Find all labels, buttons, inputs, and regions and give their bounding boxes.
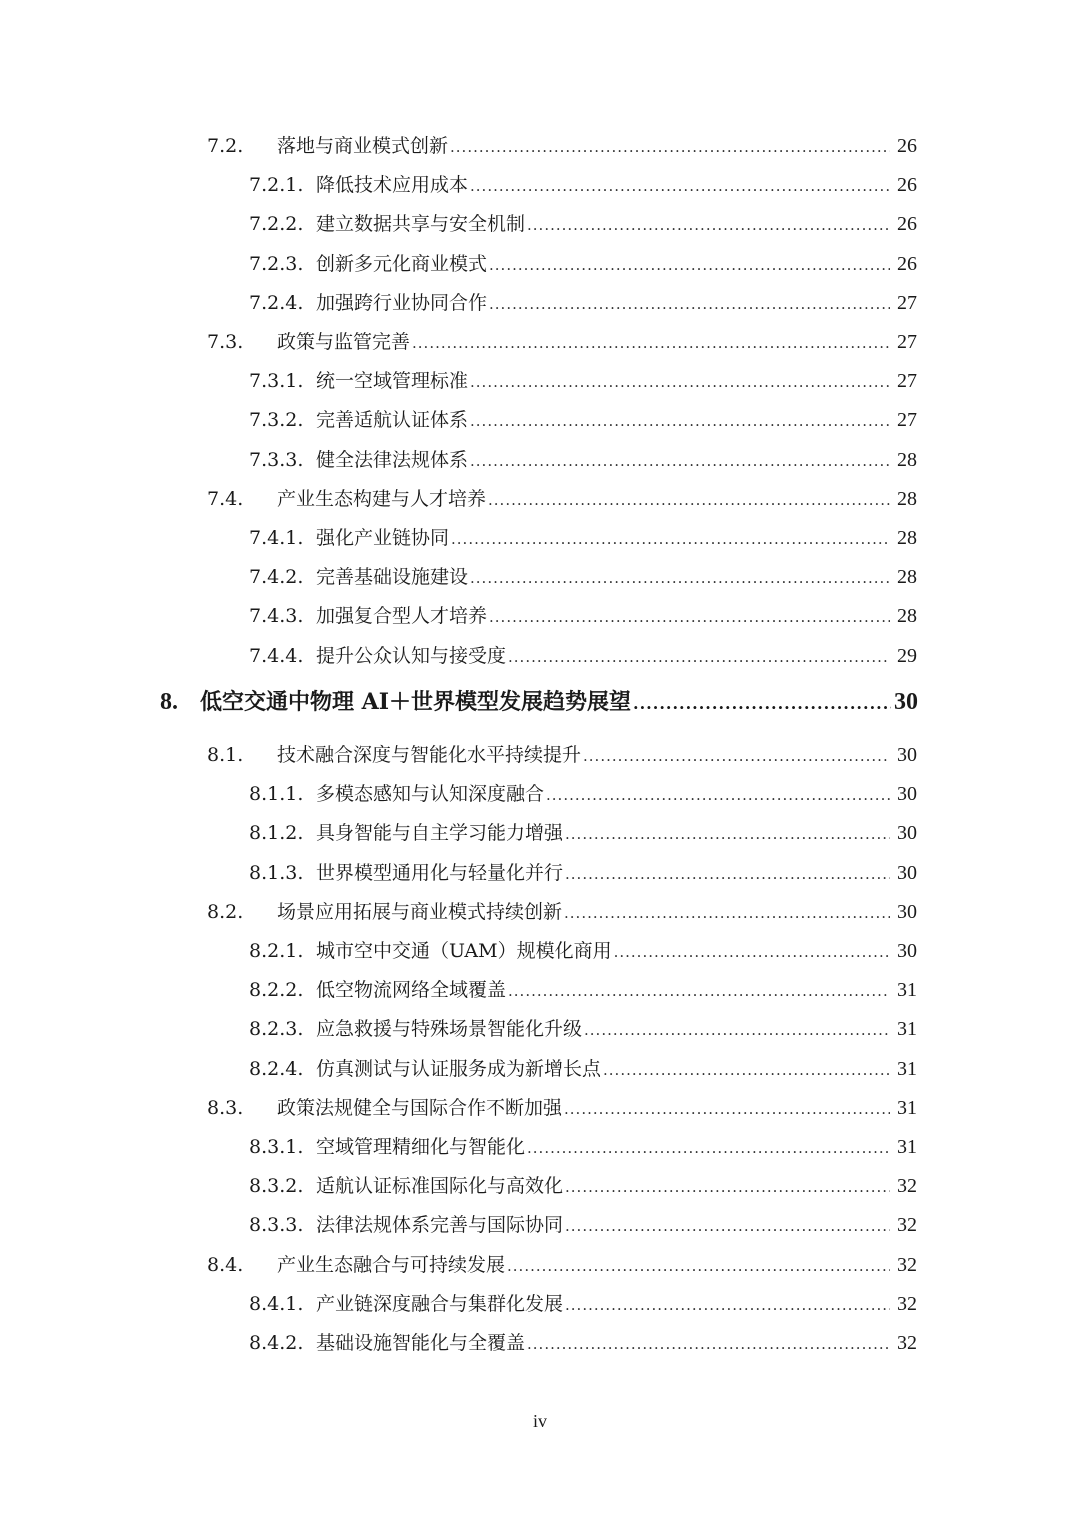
toc-entry[interactable] <box>0 975 1080 1005</box>
toc-entry-number: 8.4. <box>207 1253 244 1276</box>
toc-entry-title: 完善适航认证体系 <box>316 409 469 432</box>
toc-entry-title: 健全法律法规体系 <box>316 448 469 471</box>
toc-entry-title: 技术融合深度与智能化水平持续提升 <box>277 744 582 766</box>
toc-dot-leader <box>546 780 890 810</box>
toc-entry-body <box>316 288 917 318</box>
toc-dot-leader <box>633 689 891 719</box>
toc-entry-number: 8.1.2. <box>249 822 304 845</box>
toc-entry-page: 32 <box>897 1214 917 1237</box>
toc-entry-title: 建立数据共享与安全机制 <box>316 213 526 236</box>
toc-entry[interactable] <box>0 936 1080 966</box>
toc-entry-title: 低空交通中物理 AI＋世界模型发展趋势展望 <box>200 688 632 715</box>
toc-entry-number: 7.2. <box>207 135 244 157</box>
toc-entry-title: 城市空中交通（UAM）规模化商用 <box>316 940 612 962</box>
toc-entry-title: 适航认证标准国际化与高效化 <box>316 1175 564 1198</box>
toc-dot-leader <box>565 1172 890 1202</box>
toc-dot-leader <box>527 210 890 240</box>
toc-entry-body <box>316 562 917 592</box>
toc-entry[interactable] <box>0 170 1080 200</box>
toc-entry-number: 7.3.1. <box>249 370 304 393</box>
toc-entry-page: 27 <box>897 331 917 353</box>
toc-dot-leader <box>603 1055 890 1085</box>
toc-dot-leader <box>508 642 890 672</box>
toc-entry[interactable] <box>0 327 1080 357</box>
toc-entry-number: 8.2. <box>207 900 244 923</box>
toc-entry-number: 7.2.4. <box>249 291 304 314</box>
toc-dot-leader <box>470 446 890 476</box>
toc-entry[interactable] <box>0 1328 1080 1358</box>
toc-dot-leader <box>565 859 890 889</box>
toc-entry-number: 8.4.1. <box>249 1292 304 1315</box>
toc-entry-number: 8.2.2. <box>249 979 304 1002</box>
toc-entry[interactable] <box>0 858 1080 888</box>
toc-entry[interactable] <box>0 1171 1080 1201</box>
toc-dot-leader <box>412 328 890 358</box>
toc-entry-body <box>316 523 917 553</box>
toc-entry[interactable] <box>0 1250 1080 1280</box>
toc-dot-leader <box>488 485 890 515</box>
toc-entry[interactable] <box>0 366 1080 396</box>
toc-entry-body <box>316 1328 917 1358</box>
toc-entry-title: 场景应用拓展与商业模式持续创新 <box>277 900 563 923</box>
toc-entry-title: 基础设施智能化与全覆盖 <box>316 1332 526 1354</box>
toc-entry[interactable] <box>0 405 1080 435</box>
toc-entry-number: 8.3.2. <box>249 1175 304 1198</box>
toc-entry-title: 应急救援与特殊场景智能化升级 <box>316 1018 583 1041</box>
toc-entry-page: 26 <box>897 174 917 197</box>
toc-entry-page: 31 <box>897 1136 917 1158</box>
toc-entry-body <box>316 366 917 396</box>
toc-entry-title: 提升公众认知与接受度 <box>316 644 507 667</box>
toc-entry-number: 7.2.1. <box>249 174 304 197</box>
toc-entry-page: 26 <box>897 135 917 157</box>
toc-entry-page: 28 <box>897 448 917 471</box>
toc-entry-title: 降低技术应用成本 <box>316 174 469 197</box>
toc-entry[interactable] <box>0 562 1080 592</box>
toc-entry-body <box>316 1210 917 1240</box>
toc-entry[interactable] <box>0 131 1080 161</box>
toc-entry-title: 创新多元化商业模式 <box>316 252 488 275</box>
toc-entry-body <box>277 327 917 357</box>
toc-entry-body <box>277 897 917 927</box>
toc-entry-body <box>277 1093 917 1123</box>
toc-dot-leader <box>508 976 890 1006</box>
toc-entry-title: 统一空域管理标准 <box>316 370 469 393</box>
toc-dot-leader <box>527 1329 890 1359</box>
toc-dot-leader <box>614 937 890 967</box>
toc-entry-body <box>200 687 918 723</box>
toc-entry-page: 32 <box>897 1175 917 1198</box>
toc-entry-number: 7.3. <box>207 331 244 353</box>
toc-entry-title: 政策与监管完善 <box>277 331 411 353</box>
toc-entry-number: 8.2.3. <box>249 1018 304 1041</box>
toc-entry-page: 31 <box>897 1057 917 1080</box>
toc-entry-title: 多模态感知与认知深度融合 <box>316 783 545 806</box>
toc-entry-page: 28 <box>897 566 917 589</box>
toc-entry[interactable] <box>0 484 1080 514</box>
toc-entry[interactable] <box>0 601 1080 631</box>
toc-entry-page: 30 <box>897 822 917 845</box>
toc-entry-title: 仿真测试与认证服务成为新增长点 <box>316 1057 602 1080</box>
toc-entry-page: 30 <box>897 900 917 923</box>
toc-dot-leader <box>470 171 890 201</box>
toc-entry-number: 7.2.2. <box>249 213 304 236</box>
toc-entry-page: 32 <box>897 1332 917 1354</box>
toc-entry-body <box>316 249 917 279</box>
toc-entry-number: 8. <box>160 688 178 715</box>
toc-entry-body <box>316 779 917 809</box>
toc-entry-body <box>277 484 917 514</box>
toc-entry-body <box>316 936 917 966</box>
toc-entry[interactable] <box>0 1289 1080 1319</box>
toc-entry-number: 7.3.2. <box>249 409 304 432</box>
toc-entry-title: 落地与商业模式创新 <box>277 135 449 157</box>
toc-dot-leader <box>450 132 890 162</box>
toc-entry[interactable] <box>0 641 1080 671</box>
toc-entry-title: 产业生态融合与可持续发展 <box>277 1253 506 1276</box>
toc-dot-leader <box>489 602 890 632</box>
toc-entry[interactable] <box>0 445 1080 475</box>
toc-entry-body <box>316 818 917 848</box>
toc-entry-body <box>316 1054 917 1084</box>
toc-entry-title: 产业链深度融合与集群化发展 <box>316 1292 564 1315</box>
toc-dot-leader <box>583 741 890 771</box>
toc-entry-page: 30 <box>897 744 917 766</box>
toc-entry[interactable] <box>0 1054 1080 1084</box>
toc-entry-number: 8.1. <box>207 744 244 766</box>
toc-entry-title: 法律法规体系完善与国际协同 <box>316 1214 564 1237</box>
toc-entry-page: 31 <box>897 1018 917 1041</box>
toc-entry-body <box>316 445 917 475</box>
toc-entry-title: 加强跨行业协同合作 <box>316 291 488 314</box>
toc-entry[interactable] <box>0 523 1080 553</box>
toc-entry-body <box>316 209 917 239</box>
toc-entry-body <box>316 641 917 671</box>
toc-dot-leader <box>489 250 890 280</box>
toc-entry-page: 31 <box>897 979 917 1002</box>
toc-dot-leader <box>470 367 890 397</box>
toc-entry-number: 8.2.4. <box>249 1057 304 1080</box>
toc-entry[interactable] <box>0 288 1080 318</box>
toc-dot-leader <box>565 1211 890 1241</box>
toc-dot-leader <box>527 1133 890 1163</box>
toc-entry[interactable] <box>0 1093 1080 1123</box>
toc-entry-number: 7.2.3. <box>249 252 304 275</box>
toc-entry-page: 30 <box>894 688 918 715</box>
toc-entry-body <box>316 601 917 631</box>
toc-entry-number: 7.4.4. <box>249 644 304 667</box>
toc-entry-body <box>316 170 917 200</box>
toc-entry-title: 具身智能与自主学习能力增强 <box>316 822 564 845</box>
toc-entry-body <box>316 1014 917 1044</box>
toc-entry-title: 政策法规健全与国际合作不断加强 <box>277 1096 563 1119</box>
toc-entry-page: 28 <box>897 487 917 510</box>
toc-entry-body <box>277 131 917 161</box>
toc-entry-page: 32 <box>897 1292 917 1315</box>
toc-entry-page: 29 <box>897 644 917 667</box>
toc-entry[interactable] <box>0 818 1080 848</box>
toc-entry[interactable] <box>0 1014 1080 1044</box>
toc-entry-number: 7.4.2. <box>249 566 304 589</box>
toc-entry-page: 27 <box>897 370 917 393</box>
toc-entry-number: 7.4.3. <box>249 605 304 628</box>
toc-entry-number: 8.1.1. <box>249 783 304 806</box>
toc-entry-title: 世界模型通用化与轻量化并行 <box>316 861 564 884</box>
toc-entry-number: 7.4.1. <box>249 527 304 549</box>
toc-entry-page: 27 <box>897 291 917 314</box>
toc-entry-page: 30 <box>897 940 917 962</box>
toc-entry-page: 26 <box>897 252 917 275</box>
toc-entry-number: 8.2.1. <box>249 940 304 962</box>
toc-dot-leader <box>565 1290 890 1320</box>
toc-entry[interactable] <box>0 1132 1080 1162</box>
toc-entry-page: 32 <box>897 1253 917 1276</box>
toc-entry-body <box>316 405 917 435</box>
toc-dot-leader <box>584 1015 890 1045</box>
toc-entry-number: 8.1.3. <box>249 861 304 884</box>
toc-entry-title: 完善基础设施建设 <box>316 566 469 589</box>
toc-entry-body <box>316 1289 917 1319</box>
page-number: iv <box>532 1411 547 1431</box>
toc-entry-page: 31 <box>897 1096 917 1119</box>
toc-entry-number: 8.3.1. <box>249 1136 304 1158</box>
toc-entry-body <box>316 858 917 888</box>
toc-entry[interactable] <box>0 1210 1080 1240</box>
toc-dot-leader <box>507 1251 890 1281</box>
toc-entry[interactable] <box>0 249 1080 279</box>
toc-dot-leader <box>470 563 890 593</box>
toc-entry-page: 30 <box>897 783 917 806</box>
toc-dot-leader <box>564 898 890 928</box>
toc-entry-body <box>316 1171 917 1201</box>
toc-chapter-entry[interactable] <box>0 687 1080 723</box>
toc-entry-body <box>316 975 917 1005</box>
toc-entry-title: 产业生态构建与人才培养 <box>277 487 487 510</box>
toc-entry-number: 8.4.2. <box>249 1332 304 1354</box>
toc-entry-title: 强化产业链协同 <box>316 527 450 549</box>
toc-dot-leader <box>451 524 890 554</box>
toc-entry-number: 8.3.3. <box>249 1214 304 1237</box>
toc-dot-leader <box>564 1094 890 1124</box>
toc-dot-leader <box>470 406 890 436</box>
toc-entry-number: 8.3. <box>207 1096 244 1119</box>
toc-entry[interactable] <box>0 779 1080 809</box>
toc-entry-title: 加强复合型人才培养 <box>316 605 488 628</box>
toc-entry-page: 26 <box>897 213 917 236</box>
toc-entry-title: 空域管理精细化与智能化 <box>316 1136 526 1158</box>
toc-entry-title: 低空物流网络全域覆盖 <box>316 979 507 1002</box>
toc-entry-body <box>277 740 917 770</box>
toc-entry[interactable] <box>0 897 1080 927</box>
toc-dot-leader <box>565 819 890 849</box>
toc-entry-page: 27 <box>897 409 917 432</box>
toc-entry-number: 7.3.3. <box>249 448 304 471</box>
toc-entry[interactable] <box>0 209 1080 239</box>
toc-entry-number: 7.4. <box>207 487 244 510</box>
toc-entry-body <box>277 1250 917 1280</box>
toc-entry-page: 28 <box>897 605 917 628</box>
toc-entry[interactable] <box>0 740 1080 770</box>
toc-entry-body <box>316 1132 917 1162</box>
toc-entry-page: 30 <box>897 861 917 884</box>
toc-dot-leader <box>489 289 890 319</box>
toc-entry-page: 28 <box>897 527 917 549</box>
